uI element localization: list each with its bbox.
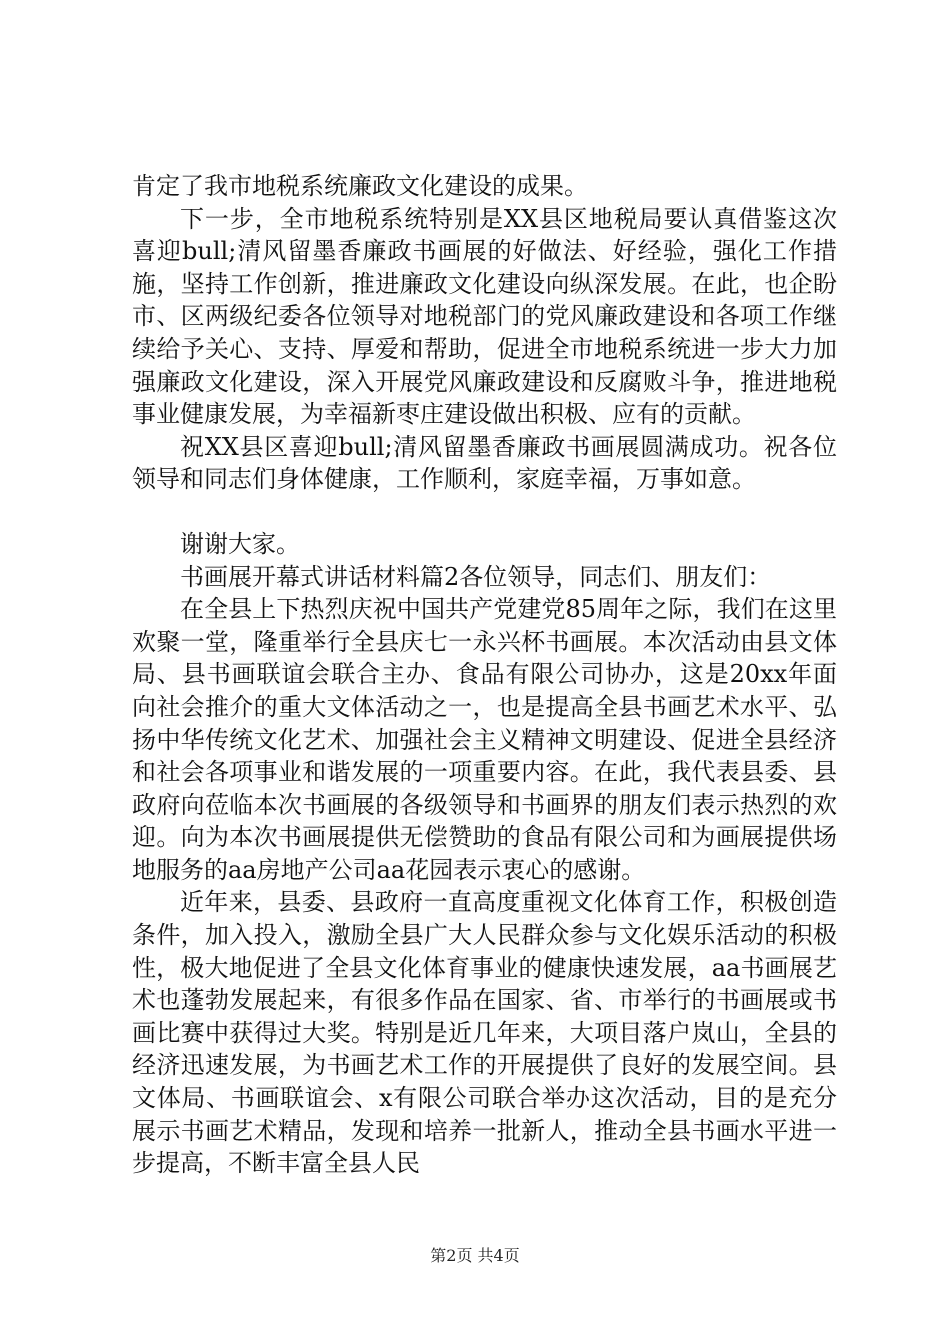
paragraph-speech-title: 书画展开幕式讲话材料篇2各位领导，同志们、朋友们： <box>180 562 772 591</box>
paragraph-next-step: 下一步，全市地税系统特别是XX县区地税局要认真借鉴这次喜迎bull;清风留墨香廉政书画展的好做法、好经验，强化工作措施，坚持工作创新，推进廉政文化建设向纵深发展。在此，也企盼市、区两级纪委各位领导对地税部门的党风廉政建设和各项工作继续给予关心、支持、厚爱和帮助，促进全市地税系统进一步大力加强廉政文化建设，深入开展党风廉政建设和反腐败斗争，推进地税事业健康发展，为幸福新枣庄建设做出积极、应有的贡献。 <box>132 204 837 429</box>
document-body <box>132 170 837 1180</box>
paragraph-recent-years: 近年来，县委、县政府一直高度重视文化体育工作，积极创造条件，加入投入，激励全县广大人民群众参与文化娱乐活动的积极性，极大地促进了全县文化体育事业的健康快速发展，aa书画展艺术也蓬勃发展起来，有很多作品在国家、省、市举行的书画展或书画比赛中获得过大奖。特别是近几年来，大项目落户岚山，全县的经济迅速发展，为书画艺术工作的开展提供了良好的发展空间。县文体局、书画联谊会、x有限公司联合举办这次活动，目的是充分展示书画艺术精品，发现和培养一批新人，推动全县书画水平进一步提高，不断丰富全县人民 <box>132 888 837 1178</box>
paragraph-blessing: 祝XX县区喜迎bull;清风留墨香廉政书画展圆满成功。祝各位领导和同志们身体健康，工作顺利，家庭幸福，万事如意。 <box>132 432 837 494</box>
paragraph-welcome: 在全县上下热烈庆祝中国共产党建党85周年之际，我们在这里欢聚一堂，隆重举行全县庆七一永兴杯书画展。本次活动由县文体局、县书画联谊会联合主办、食品有限公司协办，这是20xx年面向社会推介的重大文体活动之一，也是提高全县书画艺术水平、弘扬中华传统文化艺术、加强社会主义精神文明建设、促进全县经济和社会各项事业和谐发展的一项重要内容。在此，我代表县委、县政府向莅临本次书画展的各级领导和书画界的朋友们表示热烈的欢迎。向为本次书画展提供无偿赞助的食品有限公司和为画展提供场地服务的aa房地产公司aa花园表示衷心的感谢。 <box>132 595 837 884</box>
page-number-footer: 第2页 共4页 <box>430 1246 520 1265</box>
paragraph-continuation: 肯定了我市地税系统廉政文化建设的成果。 <box>132 172 588 200</box>
paragraph-thanks: 谢谢大家。 <box>180 529 300 558</box>
